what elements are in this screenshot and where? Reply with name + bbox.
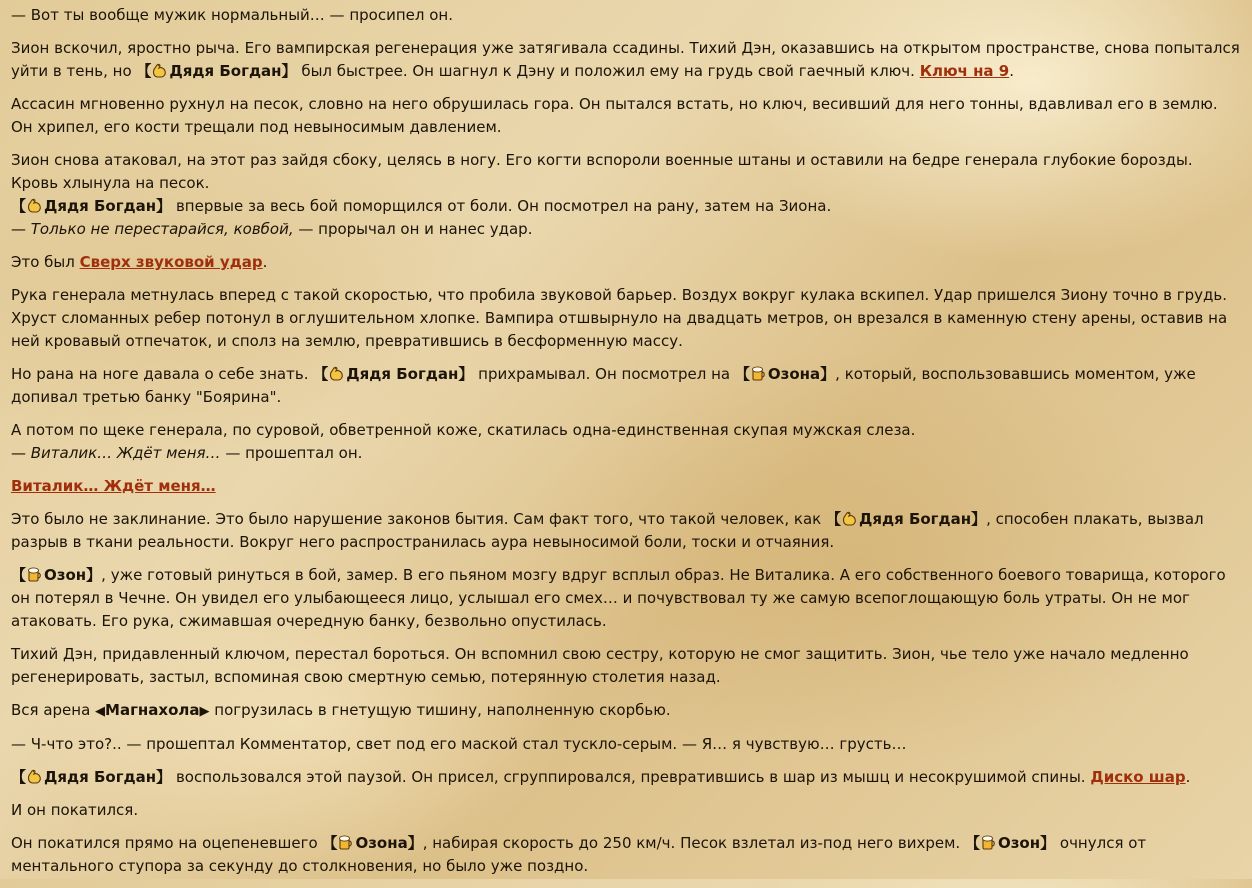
text-segment: Ассасин мгновенно рухнул на песок, словно на него обрушилась гора. Он пытался встать, но ключ, весивший для него тонны, вдавливал его в землю. Он хрипел, его кости трещали под невыносимым давлением. (11, 95, 1218, 136)
beer-icon (980, 834, 998, 851)
character-name: Озона (355, 834, 408, 852)
text-segment: Но рана на ноге давала о себе знать. (11, 365, 314, 383)
character-tag (11, 566, 101, 584)
text-segment: И он покатился. (11, 801, 139, 819)
story-paragraph (11, 564, 1243, 633)
character-name: Дядя Богдан (169, 62, 282, 80)
beer-icon (26, 566, 44, 583)
dialogue-quote: — Только не перестарайся, ковбой, (11, 220, 294, 238)
ability-link[interactable]: Сверх звуковой удар (79, 253, 263, 271)
character-tag (322, 834, 422, 852)
character-name: Дядя Богдан (44, 197, 157, 215)
bracket-close: 】 (86, 566, 102, 584)
text-segment: Это было не заклинание. Это было нарушение законов бытия. Сам факт того, что такой человек, как (11, 510, 826, 528)
text-segment: , уже готовый ринуться в бой, замер. В его пьяном мозгу вдруг всплыл образ. Не Виталика. А его собственного боевого товарища, которого он потерял в Чечне. Он увидел его улыбающееся лицо, услышал его смех… и почувствовал ту же самую всепоглощающую боль утраты. Он не мог атаковать. Его рука, сжимавшая очередную банку, безвольно опустилась. (11, 566, 1226, 630)
beer-icon (337, 834, 355, 851)
muscle-icon (26, 197, 44, 214)
story-paragraph (11, 251, 1243, 274)
character-tag (735, 365, 835, 383)
text-segment: Рука генерала метнулась вперед с такой скоростью, что пробила звуковой барьер. Воздух вокруг кулака вскипел. Удар пришелся Зиону точно в грудь. Хруст сломанных ребер потонул в оглушительном хлопке. Вампира отшвырнуло на двадцать метров, он врезался в каменную стену арены, оставив на ней кровавый отпечаток, и сполз на землю, превратившись в бесформенную массу. (11, 286, 1228, 350)
story-paragraph (11, 766, 1243, 789)
text-segment: . (262, 253, 268, 271)
story-paragraph (11, 363, 1243, 409)
story-paragraph (11, 419, 1243, 465)
character-name: Дядя Богдан (44, 768, 157, 786)
story-paragraph (11, 508, 1243, 554)
story-paragraph (11, 37, 1243, 83)
muscle-icon (151, 62, 169, 79)
muscle-icon (841, 510, 859, 527)
text-segment: А потом по щеке генерала, по суровой, обветренной коже, скатилась одна-единственная скупая мужская слеза. (11, 421, 916, 439)
character-name: Озон (44, 566, 87, 584)
story-text (11, 4, 1243, 888)
ability-link[interactable]: Ключ на 9 (919, 62, 1010, 80)
text-segment: — прорычал он и нанес удар. (293, 220, 533, 238)
ability-link[interactable]: Виталик… Ждёт меня… (11, 477, 216, 495)
text-segment: — Вот ты вообще мужик нормальный… — просипел он. (11, 6, 453, 24)
text-segment: воспользовался этой паузой. Он присел, сгруппировался, превратившись в шар из мышц и несокрушимой спины. (171, 768, 1091, 786)
character-tag (136, 62, 296, 80)
character-name: Дядя Богдан (346, 365, 459, 383)
character-tag (11, 197, 171, 215)
arena-right-marker: ▶ (199, 704, 210, 719)
text-segment: . (1185, 768, 1191, 786)
bracket-open: 【 (136, 62, 152, 80)
text-segment: — прошептал он. (220, 444, 363, 462)
bracket-open: 【 (825, 510, 841, 528)
text-segment: прихрамывал. Он посмотрел на (473, 365, 735, 383)
bracket-open: 【 (11, 566, 27, 584)
text-segment: , набирая скорость до 250 км/ч. Песок взлетал из-под него вихрем. (422, 834, 965, 852)
character-name: Озон (997, 834, 1041, 852)
story-paragraph (11, 799, 1243, 822)
text-segment: . (1009, 62, 1014, 80)
text-segment: Вся арена (11, 701, 96, 719)
story-paragraph (11, 832, 1243, 878)
story-paragraph (11, 475, 1243, 498)
bracket-close: 】 (156, 768, 172, 786)
bracket-open: 【 (734, 365, 750, 383)
bracket-close: 】 (281, 62, 297, 80)
bracket-close: 】 (458, 365, 474, 383)
text-segment: Он покатился прямо на оцепеневшего (11, 834, 323, 852)
text-segment: , способен плакать, вызвал разрыв в ткани реальности. Вокруг него распространилась аура невыносимой боли, тоски и отчаяния. (11, 510, 1204, 551)
bracket-open: 【 (313, 365, 329, 383)
text-segment: Зион снова атаковал, на этот раз зайдя сбоку, целясь в ногу. Его когти вспороли военные штаны и оставили на бедре генерала глубокие борозды. Кровь хлынула на песок. (11, 151, 1193, 192)
text-segment: Это был (11, 253, 80, 271)
character-tag (965, 834, 1055, 852)
arena-left-marker: ◀ (95, 704, 106, 719)
character-tag (313, 365, 473, 383)
story-paragraph (11, 4, 1243, 27)
bracket-open: 【 (964, 834, 980, 852)
bracket-close: 】 (156, 197, 172, 215)
story-paragraph (11, 284, 1243, 353)
dialogue-quote: — Виталик… Ждёт меня… (11, 444, 221, 462)
bracket-open: 【 (11, 768, 27, 786)
arena-tag (95, 701, 209, 719)
arena-name: Магнахола (105, 701, 200, 719)
story-paragraph (11, 643, 1243, 689)
story-paragraph (11, 733, 1243, 756)
text-segment: Зион вскочил, яростно рыча. Его вампирская регенерация уже затягивала ссадины. Тихий Дэн, оказавшись на открытом пространстве, снова попытался уйти в тень, но (11, 39, 1240, 80)
story-paragraph (11, 699, 1243, 723)
story-paragraph (11, 93, 1243, 139)
text-segment: , который, воспользовавшись моментом, уже допивал третью банку "Боярина". (11, 365, 1196, 406)
text-segment: Тихий Дэн, придавленный ключом, перестал бороться. Он вспомнил свою сестру, которую не смог защитить. Зион, чье тело уже начало медленно регенерировать, застыл, вспоминая свою смертную семью, потерянную столетия назад. (11, 645, 1189, 686)
muscle-icon (26, 768, 44, 785)
character-tag (11, 768, 171, 786)
character-name: Озона (767, 365, 821, 383)
text-segment: очнулся от ментального ступора за секунду до столкновения, но было уже поздно. (11, 834, 1147, 875)
bracket-open: 【 (322, 834, 338, 852)
beer-icon (750, 365, 768, 382)
muscle-icon (328, 365, 346, 382)
bracket-close: 】 (407, 834, 423, 852)
text-segment: был быстрее. Он шагнул к Дэну и положил ему на грудь свой гаечный ключ. (296, 62, 920, 80)
bracket-close: 】 (971, 510, 987, 528)
text-segment: впервые за весь бой поморщился от боли. Он посмотрел на рану, затем на Зиона. (171, 197, 832, 215)
bracket-open: 【 (11, 197, 27, 215)
text-segment: — Ч-что это?.. — прошептал Комментатор, свет под его маской стал тускло-серым. — Я… я чувствую… грусть… (11, 735, 907, 753)
character-name: Дядя Богдан (858, 510, 972, 528)
bracket-close: 】 (820, 365, 836, 383)
ability-link[interactable]: Диско шар (1090, 768, 1186, 786)
text-segment: погрузилась в гнетущую тишину, наполненную скорбью. (209, 701, 671, 719)
character-tag (826, 510, 986, 528)
bracket-close: 】 (1040, 834, 1056, 852)
story-paragraph (11, 149, 1243, 241)
